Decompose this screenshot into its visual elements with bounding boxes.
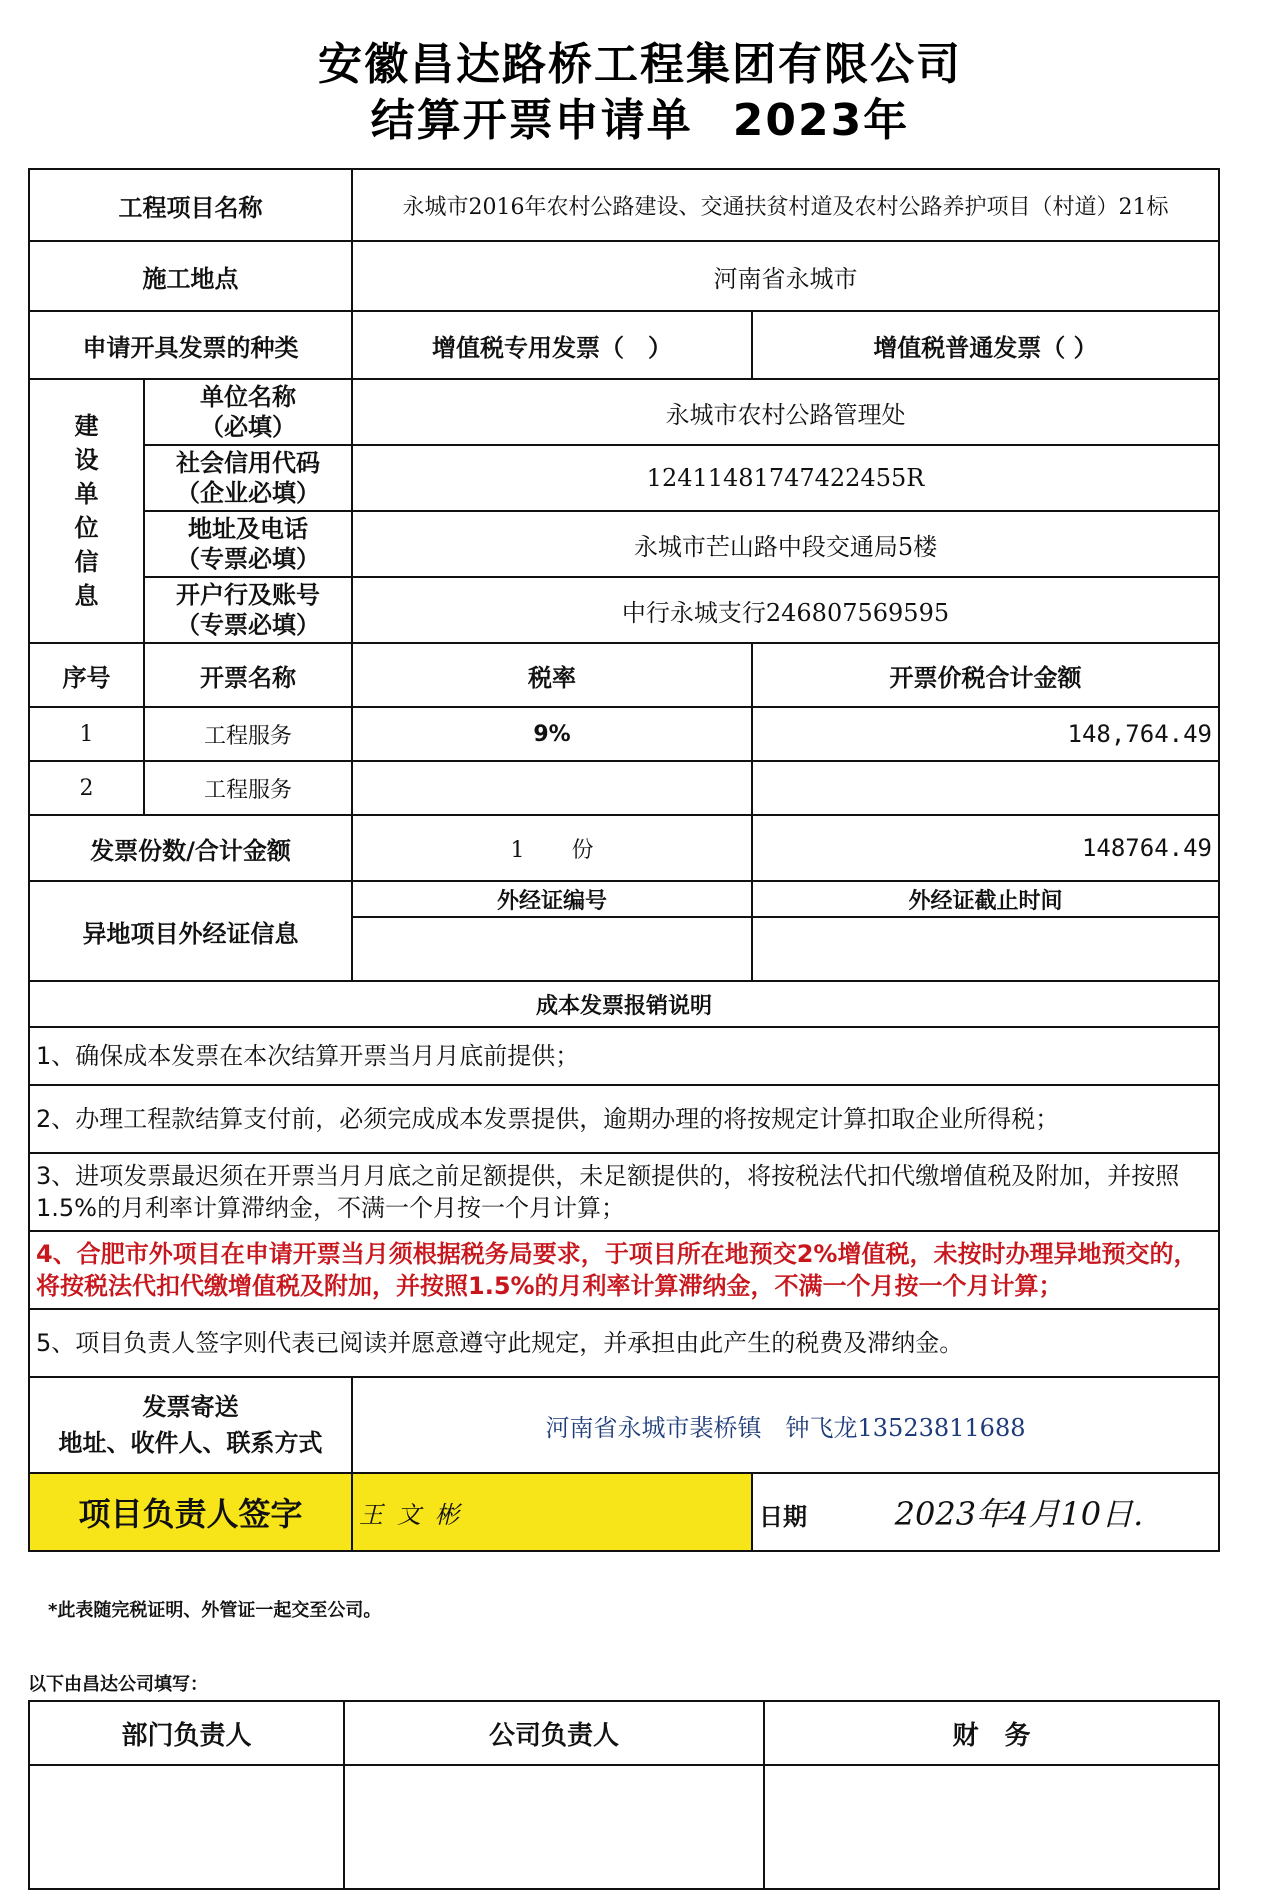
row-item-name: 工程服务 bbox=[144, 707, 352, 761]
seq-header: 序号 bbox=[29, 643, 144, 707]
total-amount: 148764.49 bbox=[752, 815, 1219, 881]
delivery-label-line2: 地址、收件人、联系方式 bbox=[58, 1429, 323, 1457]
note-item-3: 3、进项发票最迟须在开票当月月底之前足额提供，未足额提供的，将按税法代扣代缴增值税及附加，并按照1.5%的月利率计算滞纳金，不满一个月按一个月计算； bbox=[29, 1153, 1219, 1231]
cert-expiry-value[interactable] bbox=[752, 917, 1219, 981]
invoice-type-label: 申请开具发票的种类 bbox=[29, 311, 352, 379]
address-phone-note: （专票必填） bbox=[176, 545, 320, 573]
form-title bbox=[0, 84, 1280, 148]
signature-value[interactable]: 王文彬 bbox=[352, 1473, 752, 1551]
company-head-label: 公司负责人 bbox=[344, 1701, 764, 1765]
bank-account-label-text: 开户行及账号 bbox=[176, 581, 320, 609]
project-name-row bbox=[29, 169, 1219, 241]
builder-bank-row bbox=[29, 577, 1219, 643]
delivery-label bbox=[29, 1377, 352, 1473]
address-phone-value: 永城市芒山路中段交通局5楼 bbox=[352, 511, 1219, 577]
cert-no-value[interactable] bbox=[352, 917, 752, 981]
approval-sign-row bbox=[29, 1765, 1219, 1889]
note-row bbox=[29, 1309, 1219, 1377]
footnote: *此表随完税证明、外管证一起交至公司。 bbox=[48, 1600, 382, 1621]
credit-code-label bbox=[144, 445, 352, 511]
project-name-value: 永城市2016年农村公路建设、交通扶贫村道及农村公路养护项目（村道）21标 bbox=[352, 169, 1219, 241]
address-phone-label-text: 地址及电话 bbox=[188, 515, 308, 543]
builder-info-group-label bbox=[29, 379, 144, 643]
finance-label: 财 务 bbox=[764, 1701, 1219, 1765]
sign-date-cell bbox=[752, 1473, 1219, 1551]
note-item-1: 1、确保成本发票在本次结算开票当月月底前提供； bbox=[29, 1027, 1219, 1085]
amount-header: 开票价税合计金额 bbox=[752, 643, 1219, 707]
invoice-application-table bbox=[28, 168, 1220, 1552]
project-name-label: 工程项目名称 bbox=[29, 169, 352, 241]
special-invoice-option[interactable]: 增值税专用发票（ ） bbox=[352, 311, 752, 379]
delivery-row bbox=[29, 1377, 1219, 1473]
delivery-value: 河南省永城市裴桥镇 钟飞龙13523811688 bbox=[352, 1377, 1219, 1473]
signer-label: 项目负责人签字 bbox=[29, 1473, 352, 1551]
cert-expiry-label: 外经证截止时间 bbox=[752, 881, 1219, 917]
bank-account-value: 中行永城支行246807569595 bbox=[352, 577, 1219, 643]
row-seq: 2 bbox=[29, 761, 144, 815]
bank-account-label bbox=[144, 577, 352, 643]
sign-date-value[interactable]: 2023年4月10日. bbox=[894, 1495, 1144, 1533]
company-head-sign[interactable] bbox=[344, 1765, 764, 1889]
invoice-count-unit: 份 bbox=[571, 837, 594, 863]
form-title-text: 结算开票申请单 bbox=[370, 95, 693, 146]
credit-code-label-text: 社会信用代码 bbox=[176, 449, 320, 477]
note-item-4: 4、合肥市外项目在申请开票当月须根据税务局要求，于项目所在地预交2%增值税，未按时办理异地预交的，将按税法代扣代缴增值税及附加，并按照1.5%的月利率计算滞纳金，不满一个月按一个月计算； bbox=[29, 1231, 1219, 1309]
builder-info-group-text: 建设单位信息 bbox=[74, 412, 99, 610]
row-tax-rate bbox=[352, 761, 752, 815]
items-header-row bbox=[29, 643, 1219, 707]
dept-head-label: 部门负责人 bbox=[29, 1701, 344, 1765]
table-row bbox=[29, 761, 1219, 815]
form-year: 2023年 bbox=[732, 95, 910, 146]
unit-name-label bbox=[144, 379, 352, 445]
approval-header-row bbox=[29, 1701, 1219, 1765]
credit-code-note: （企业必填） bbox=[176, 479, 320, 507]
site-label: 施工地点 bbox=[29, 241, 352, 311]
unit-name-note: （必填） bbox=[200, 413, 296, 441]
invoice-count bbox=[352, 815, 752, 881]
company-name: 安徽昌达路桥工程集团有限公司 bbox=[318, 39, 962, 90]
item-name-header: 开票名称 bbox=[144, 643, 352, 707]
row-amount bbox=[752, 761, 1219, 815]
remote-project-label: 异地项目外经证信息 bbox=[29, 881, 352, 981]
notes-title-row bbox=[29, 981, 1219, 1027]
tax-rate-header: 税率 bbox=[352, 643, 752, 707]
note-row bbox=[29, 1231, 1219, 1309]
bank-account-note: （专票必填） bbox=[176, 611, 320, 639]
invoice-type-row bbox=[29, 311, 1219, 379]
notes-title: 成本发票报销说明 bbox=[29, 981, 1219, 1027]
unit-name-value: 永城市农村公路管理处 bbox=[352, 379, 1219, 445]
remote-header-row bbox=[29, 881, 1219, 917]
delivery-label-line1: 发票寄送 bbox=[142, 1393, 239, 1421]
note-row bbox=[29, 1085, 1219, 1153]
builder-unit-row bbox=[29, 379, 1219, 445]
table-row bbox=[29, 707, 1219, 761]
builder-address-row bbox=[29, 511, 1219, 577]
row-item-name: 工程服务 bbox=[144, 761, 352, 815]
signature-row bbox=[29, 1473, 1219, 1551]
approval-table bbox=[28, 1700, 1220, 1890]
note-row bbox=[29, 1153, 1219, 1231]
summary-label: 发票份数/合计金额 bbox=[29, 815, 352, 881]
company-fill-label: 以下由昌达公司填写： bbox=[28, 1674, 208, 1695]
finance-sign[interactable] bbox=[764, 1765, 1219, 1889]
site-value: 河南省永城市 bbox=[352, 241, 1219, 311]
site-row bbox=[29, 241, 1219, 311]
summary-row bbox=[29, 815, 1219, 881]
note-item-5: 5、项目负责人签字则代表已阅读并愿意遵守此规定，并承担由此产生的税费及滞纳金。 bbox=[29, 1309, 1219, 1377]
note-item-2: 2、办理工程款结算支付前，必须完成成本发票提供，逾期办理的将按规定计算扣取企业所得税； bbox=[29, 1085, 1219, 1153]
row-tax-rate: 9% bbox=[352, 707, 752, 761]
builder-credit-row bbox=[29, 445, 1219, 511]
dept-head-sign[interactable] bbox=[29, 1765, 344, 1889]
row-amount: 148,764.49 bbox=[752, 707, 1219, 761]
address-phone-label bbox=[144, 511, 352, 577]
normal-invoice-option[interactable]: 增值税普通发票（ ） bbox=[752, 311, 1219, 379]
note-row bbox=[29, 1027, 1219, 1085]
cert-no-label: 外经证编号 bbox=[352, 881, 752, 917]
row-seq: 1 bbox=[29, 707, 144, 761]
invoice-count-value: 1 bbox=[510, 837, 525, 863]
sign-date-label: 日期 bbox=[759, 1503, 807, 1531]
unit-name-label-text: 单位名称 bbox=[200, 383, 296, 411]
credit-code-value: 12411481747422455R bbox=[352, 445, 1219, 511]
